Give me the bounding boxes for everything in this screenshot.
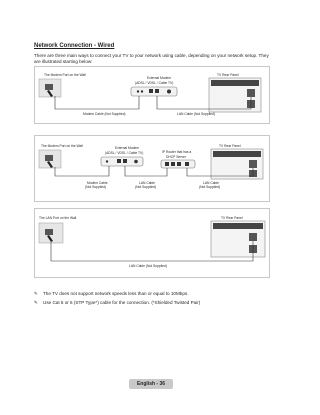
tv-rear-panel-label: TV Rear Panel xyxy=(217,73,239,77)
cable3-sublabel: (Not Supplied) xyxy=(199,185,221,189)
note-item xyxy=(34,299,274,308)
modem-label: External Modem xyxy=(147,76,172,80)
note-icon: ✎ xyxy=(34,291,38,296)
intro-text: There are three main ways to connect your TV to your network using cable, depending on your network setup. They are illustrated starting below: xyxy=(34,53,269,65)
wall-outlet-icon xyxy=(39,150,61,168)
modem-sublabel: (ADSL / VDSL / Cable TV) xyxy=(135,81,174,85)
tv-rear-panel-icon xyxy=(209,78,261,112)
cable2-label: LAN Cable (Not Supplied) xyxy=(177,112,215,116)
external-modem-icon xyxy=(131,87,177,96)
diagram-modem-connection xyxy=(34,66,270,124)
modem-sublabel: (ADSL / VDSL / Cable TV) xyxy=(105,151,144,155)
wall-port-label: The Modem Port on the Wall xyxy=(41,144,83,148)
cable1-label: Modem Cable xyxy=(87,181,108,185)
notes-list xyxy=(34,290,274,307)
modem-label: External Modem xyxy=(115,146,140,150)
section-title: Network Connection - Wired xyxy=(34,43,115,49)
diagram-router-connection xyxy=(34,135,270,202)
cable2-sublabel: (Not Supplied) xyxy=(135,185,157,189)
wall-lan-port-icon xyxy=(39,223,63,243)
cable2-label: LAN Cable xyxy=(139,181,155,185)
note-text: The TV does not support network speeds less than or equal to 10Mbps. xyxy=(43,291,189,296)
wall-port-label: The Modem Port on the Wall xyxy=(44,73,86,77)
page-footer: English - 36 xyxy=(129,379,173,389)
cable1-label: LAN Cable (Not Supplied) xyxy=(129,264,167,268)
wall-outlet-icon xyxy=(39,79,61,97)
tv-rear-panel-icon xyxy=(211,149,263,179)
cable3-label: LAN Cable xyxy=(203,181,219,185)
router-sublabel: DHCP Server xyxy=(166,155,186,159)
tv-rear-panel-label: TV Rear Panel xyxy=(219,144,241,148)
tv-rear-panel-label: TV Rear Panel xyxy=(221,216,243,220)
note-item xyxy=(34,290,274,299)
diagram-lan-wall-connection xyxy=(34,208,270,278)
ip-router-icon xyxy=(161,160,195,168)
note-icon: ✎ xyxy=(34,299,38,305)
wall-port-label: The LAN Port on the Wall xyxy=(39,216,77,220)
cable1-sublabel: (Not Supplied) xyxy=(85,185,107,189)
router-label: IP Router that has a xyxy=(162,150,192,154)
cable1-label: Modem Cable (Not Supplied) xyxy=(83,112,126,116)
tv-rear-panel-icon xyxy=(211,221,265,257)
external-modem-icon xyxy=(101,157,143,166)
note-text: Use Cat 5 or 6 (STP Type*) cable for the connection. (*Shielded Twisted Pair) xyxy=(43,299,201,305)
